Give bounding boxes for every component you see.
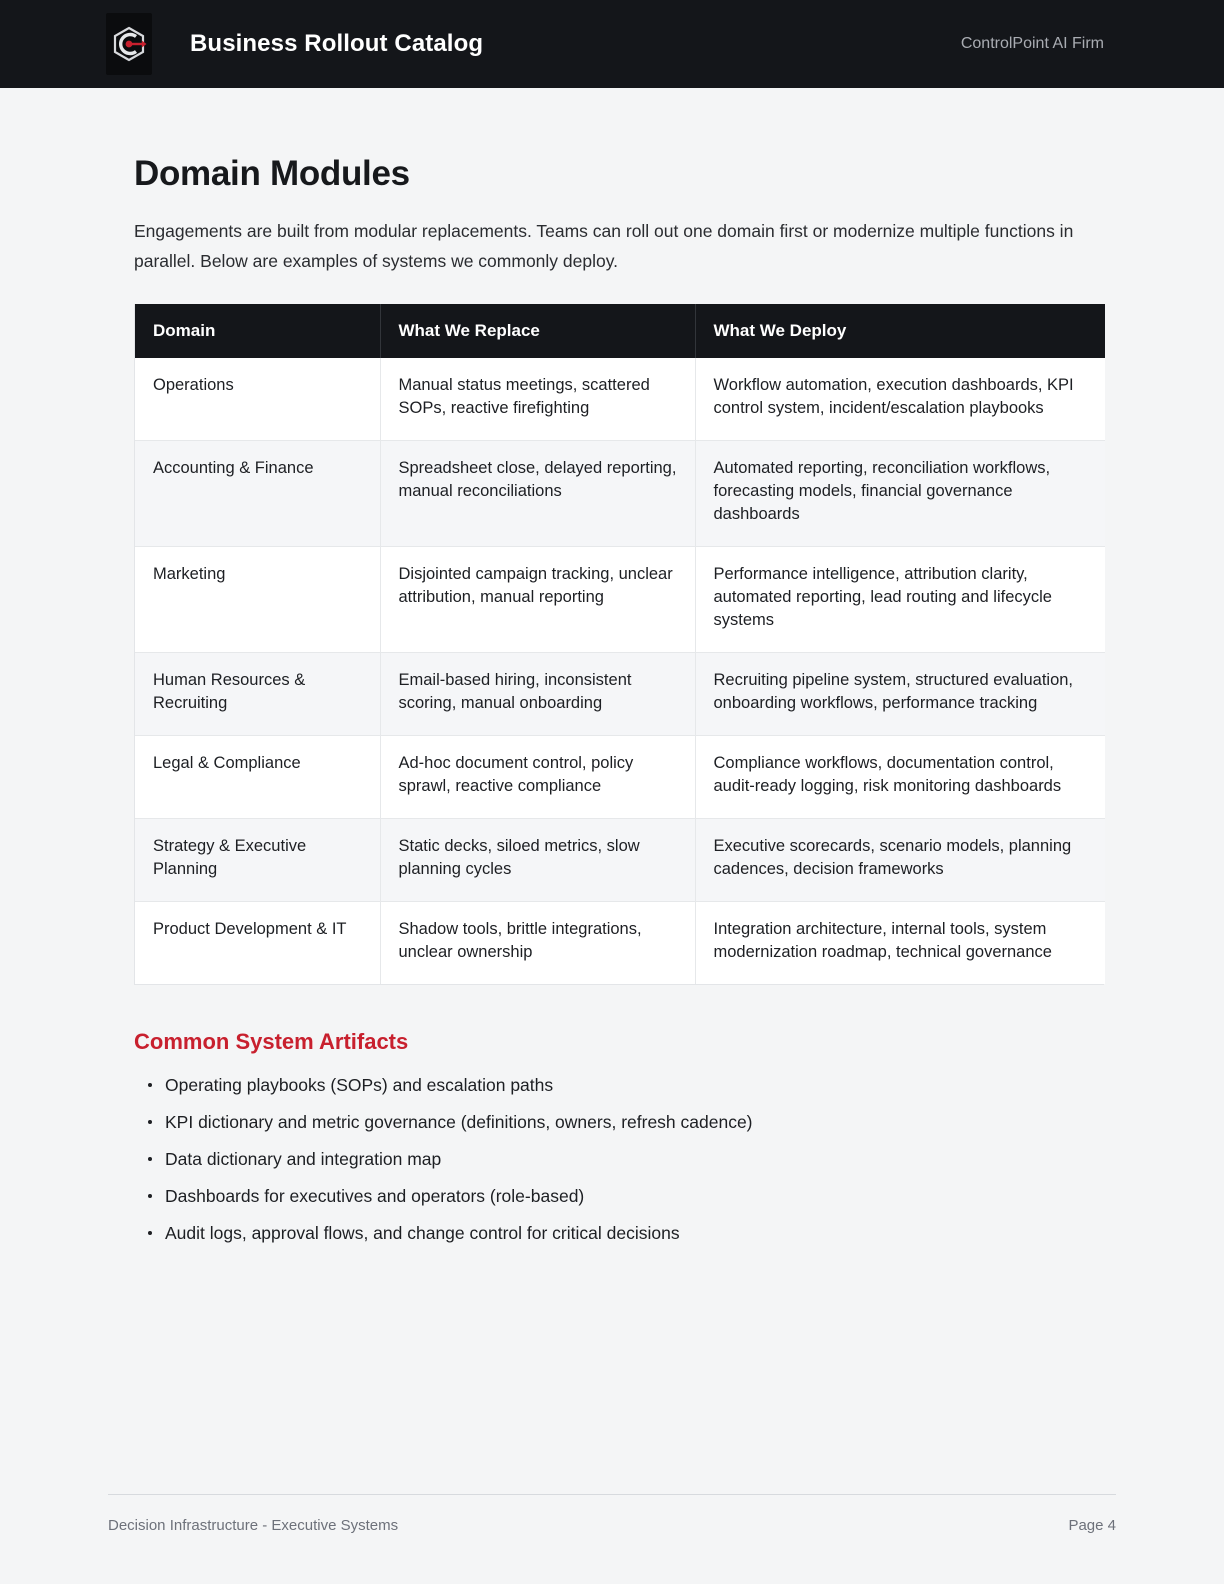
list-item: Audit logs, approval flows, and change control for critical decisions [134,1221,1090,1245]
intro-paragraph: Engagements are built from modular replacements. Teams can roll out one domain first or modernize multiple functions in parallel. Below are examples of systems we commonly deploy. [134,221,1074,271]
hexagon-c-arrow-logo-icon [110,25,148,63]
cell-domain: Operations [135,358,380,441]
cell-domain: Product Development & IT [135,902,380,985]
domain-modules-table-wrapper [134,304,1104,985]
domain-modules-table [135,304,1105,984]
table-header-row [135,304,1105,358]
cell-replace: Shadow tools, brittle integrations, unclear ownership [380,902,695,985]
page-footer [108,1494,1116,1534]
table-row [135,547,1105,653]
list-item: Data dictionary and integration map [134,1147,1090,1171]
cell-replace: Manual status meetings, scattered SOPs, reactive firefighting [380,358,695,441]
cell-deploy: Recruiting pipeline system, structured evaluation, onboarding workflows, performance tracking [695,653,1105,736]
list-item: Operating playbooks (SOPs) and escalation paths [134,1073,1090,1097]
list-item: Dashboards for executives and operators (role-based) [134,1184,1090,1208]
cell-domain: Marketing [135,547,380,653]
list-item: KPI dictionary and metric governance (definitions, owners, refresh cadence) [134,1110,1090,1134]
column-header-domain: Domain [135,304,380,358]
cell-deploy: Integration architecture, internal tools, system modernization roadmap, technical governance [695,902,1105,985]
table-row [135,441,1105,547]
artifacts-list [134,1073,1090,1245]
table-row [135,819,1105,902]
header-title: Business Rollout Catalog [190,30,484,57]
table-row [135,736,1105,819]
cell-domain: Strategy & Executive Planning [135,819,380,902]
cell-domain: Legal & Compliance [135,736,380,819]
cell-deploy: Automated reporting, reconciliation workflows, forecasting models, financial governance dashboards [695,441,1105,547]
cell-replace: Disjointed campaign tracking, unclear attribution, manual reporting [380,547,695,653]
footer-left-text: Decision Infrastructure - Executive Systems [108,1517,399,1534]
table-row [135,902,1105,985]
cell-domain: Accounting & Finance [135,441,380,547]
header-org-name: ControlPoint AI Firm [960,35,1104,52]
cell-deploy: Executive scorecards, scenario models, planning cadences, decision frameworks [695,819,1105,902]
page-title: Domain Modules [134,154,410,193]
artifacts-section-title: Common System Artifacts [134,1029,409,1054]
cell-replace: Static decks, siloed metrics, slow planning cycles [380,819,695,902]
cell-deploy: Performance intelligence, attribution clarity, automated reporting, lead routing and lifecycle systems [695,547,1105,653]
table-row [135,653,1105,736]
footer-page-number: Page 4 [1068,1517,1116,1534]
table-row [135,358,1105,441]
page-content [0,154,1224,1245]
cell-domain: Human Resources & Recruiting [135,653,380,736]
brand-logo [106,13,152,75]
cell-replace: Ad-hoc document control, policy sprawl, reactive compliance [380,736,695,819]
column-header-replace: What We Replace [380,304,695,358]
column-header-deploy: What We Deploy [695,304,1105,358]
cell-deploy: Compliance workflows, documentation control, audit-ready logging, risk monitoring dashboards [695,736,1105,819]
cell-replace: Spreadsheet close, delayed reporting, manual reconciliations [380,441,695,547]
cell-replace: Email-based hiring, inconsistent scoring, manual onboarding [380,653,695,736]
cell-deploy: Workflow automation, execution dashboards, KPI control system, incident/escalation playbooks [695,358,1105,441]
page-header [0,0,1224,88]
